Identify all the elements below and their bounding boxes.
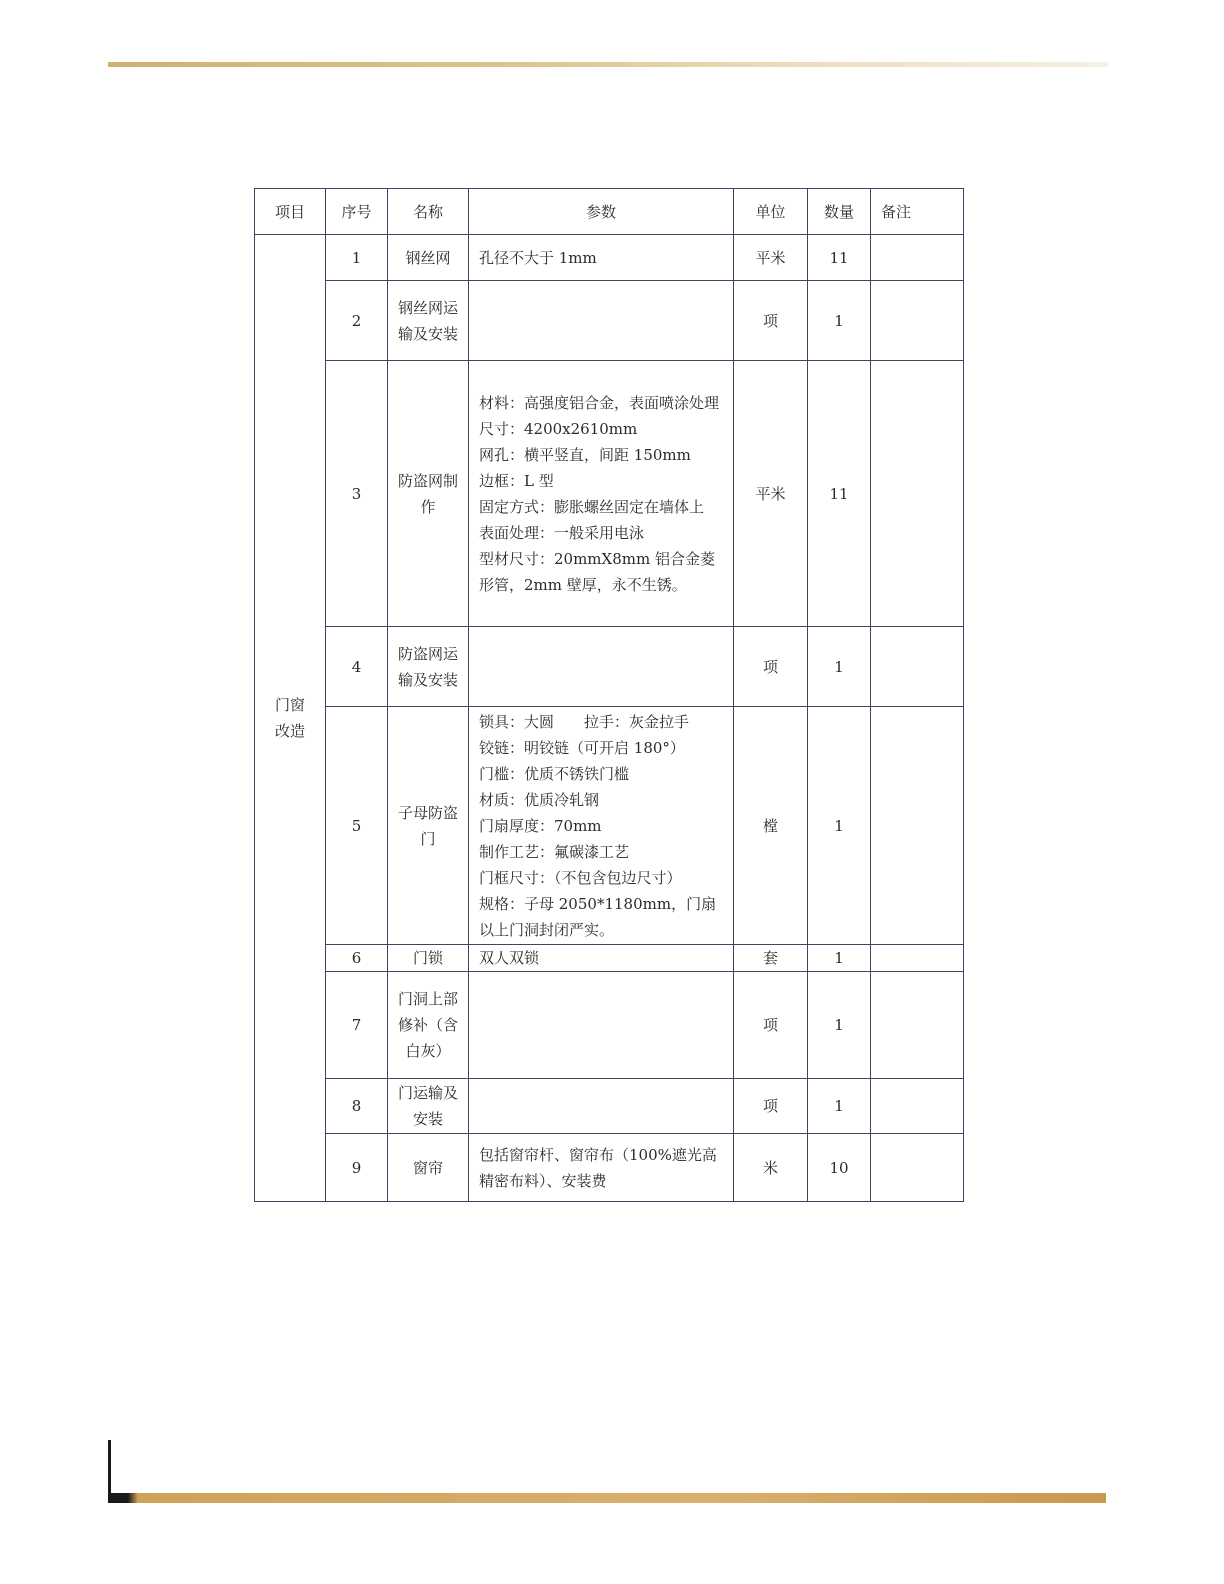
unit-cell: 平米 xyxy=(734,361,808,627)
param-line: 固定方式：膨胀螺丝固定在墙体上 xyxy=(479,497,705,516)
header-params: 参数 xyxy=(469,189,734,235)
index-cell: 2 xyxy=(326,281,388,361)
params-cell xyxy=(469,361,734,627)
qty-cell: 11 xyxy=(808,235,871,281)
table-row xyxy=(255,707,964,945)
index-cell: 9 xyxy=(326,1134,388,1202)
param-line: 铰链：明铰链（可开启 180°） xyxy=(479,738,685,757)
index-cell: 3 xyxy=(326,361,388,627)
unit-cell: 项 xyxy=(734,1079,808,1134)
param-line: 制作工艺：氟碳漆工艺 xyxy=(479,842,630,861)
name-cell: 门洞上部修补（含白灰） xyxy=(388,972,469,1079)
table-row xyxy=(255,281,964,361)
params-cell xyxy=(469,235,734,281)
remark-cell xyxy=(871,707,964,945)
qty-cell: 1 xyxy=(808,972,871,1079)
param-line: 边框：L 型 xyxy=(479,471,554,490)
params-cell xyxy=(469,1134,734,1202)
params-cell xyxy=(469,627,734,707)
header-qty: 数量 xyxy=(808,189,871,235)
unit-cell: 套 xyxy=(734,945,808,972)
index-cell: 1 xyxy=(326,235,388,281)
remark-cell xyxy=(871,627,964,707)
header-row xyxy=(255,189,964,235)
table-row xyxy=(255,945,964,972)
spec-table xyxy=(254,188,964,1202)
params-cell xyxy=(469,945,734,972)
name-cell: 门锁 xyxy=(388,945,469,972)
param-line: 包括窗帘杆、窗帘布（100%遮光高精密布料）、安装费 xyxy=(479,1145,717,1190)
param-line: 表面处理：一般采用电泳 xyxy=(479,523,645,542)
category-cell: 门窗改造 xyxy=(255,235,326,1202)
index-cell: 7 xyxy=(326,972,388,1079)
param-line: 孔径不大于 1mm xyxy=(479,248,597,267)
table-row xyxy=(255,1079,964,1134)
params-cell xyxy=(469,281,734,361)
qty-cell: 1 xyxy=(808,945,871,972)
qty-cell: 1 xyxy=(808,627,871,707)
param-line: 双人双锁 xyxy=(479,949,540,967)
unit-cell: 平米 xyxy=(734,235,808,281)
param-line: 门槛：优质不锈铁门槛 xyxy=(479,764,630,783)
name-cell: 钢丝网运输及安装 xyxy=(388,281,469,361)
param-line: 网孔：横平竖直，间距 150mm xyxy=(479,445,691,464)
index-cell: 6 xyxy=(326,945,388,972)
table-row xyxy=(255,627,964,707)
params-cell xyxy=(469,1079,734,1134)
header-name: 名称 xyxy=(388,189,469,235)
index-cell: 8 xyxy=(326,1079,388,1134)
header-unit: 单位 xyxy=(734,189,808,235)
remark-cell xyxy=(871,235,964,281)
remark-cell xyxy=(871,281,964,361)
param-line: 材料：高强度铝合金，表面喷涂处理 xyxy=(479,393,720,412)
name-cell: 门运输及安装 xyxy=(388,1079,469,1134)
header-index: 序号 xyxy=(326,189,388,235)
scan-edge-bottom xyxy=(108,1493,1106,1503)
name-cell: 钢丝网 xyxy=(388,235,469,281)
remark-cell xyxy=(871,945,964,972)
params-cell xyxy=(469,707,734,945)
table-row xyxy=(255,361,964,627)
param-line: 型材尺寸：20mmX8mm 铝合金菱形管，2mm 壁厚，永不生锈。 xyxy=(479,549,715,594)
qty-cell: 10 xyxy=(808,1134,871,1202)
param-line: 材质：优质冷轧钢 xyxy=(479,790,600,809)
name-cell: 防盗网运输及安装 xyxy=(388,627,469,707)
table-row xyxy=(255,235,964,281)
param-line: 规格：子母 2050*1180mm，门扇以上门洞封闭严实。 xyxy=(479,894,717,939)
remark-cell xyxy=(871,1079,964,1134)
header-remark: 备注 xyxy=(871,189,964,235)
name-cell: 子母防盗门 xyxy=(388,707,469,945)
remark-cell xyxy=(871,361,964,627)
unit-cell: 项 xyxy=(734,281,808,361)
scan-edge-top xyxy=(108,62,1108,67)
param-line: 门扇厚度：70mm xyxy=(479,816,602,835)
index-cell: 4 xyxy=(326,627,388,707)
unit-cell: 米 xyxy=(734,1134,808,1202)
qty-cell: 1 xyxy=(808,1079,871,1134)
unit-cell: 项 xyxy=(734,972,808,1079)
index-cell: 5 xyxy=(326,707,388,945)
name-cell: 窗帘 xyxy=(388,1134,469,1202)
param-line: 尺寸：4200x2610mm xyxy=(479,419,638,438)
unit-cell: 项 xyxy=(734,627,808,707)
name-cell: 防盗网制作 xyxy=(388,361,469,627)
param-line: 门框尺寸：（不包含包边尺寸） xyxy=(479,868,682,887)
qty-cell: 1 xyxy=(808,707,871,945)
params-cell xyxy=(469,972,734,1079)
qty-cell: 11 xyxy=(808,361,871,627)
remark-cell xyxy=(871,1134,964,1202)
table-row xyxy=(255,1134,964,1202)
param-line: 锁具：大圆 拉手：灰金拉手 xyxy=(479,712,690,731)
remark-cell xyxy=(871,972,964,1079)
header-category: 项目 xyxy=(255,189,326,235)
table-row xyxy=(255,972,964,1079)
unit-cell: 樘 xyxy=(734,707,808,945)
qty-cell: 1 xyxy=(808,281,871,361)
